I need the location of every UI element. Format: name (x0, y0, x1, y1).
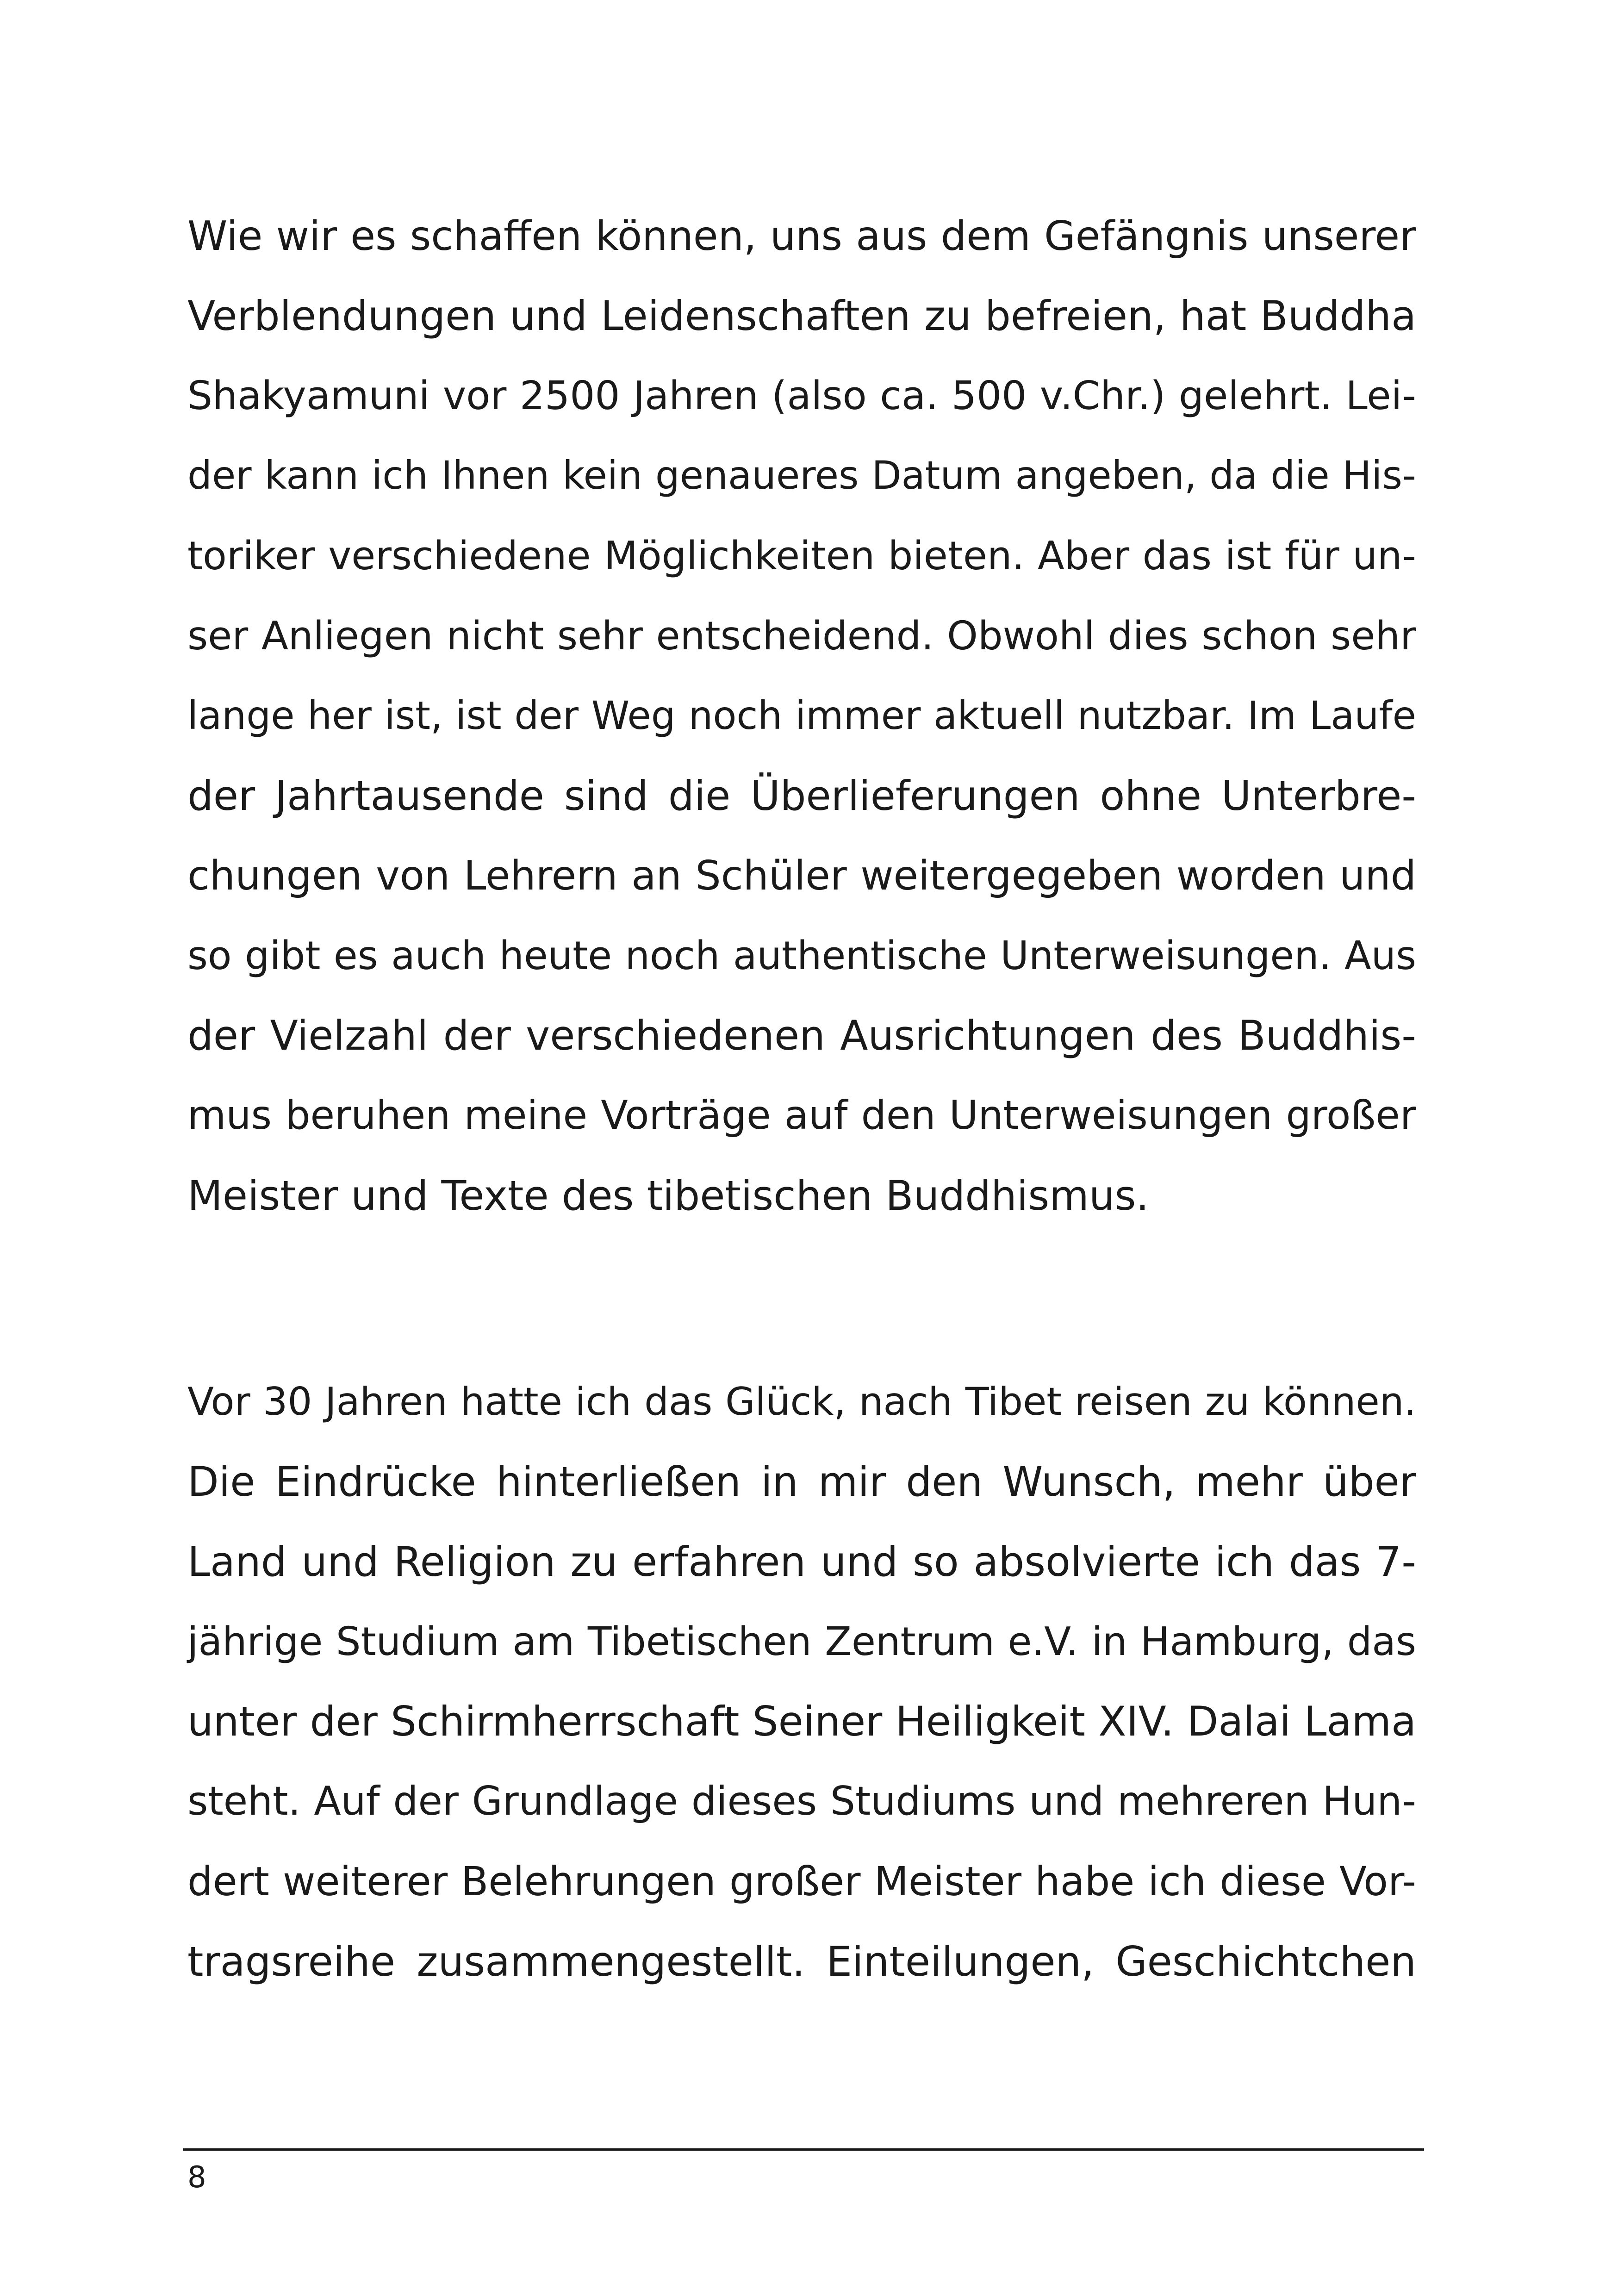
paragraph-line: toriker verschiedene Möglichkeiten bieten. Aber das ist für un- (187, 533, 1416, 579)
paragraph-line: tragsreihe zusammengestellt. Einteilungen, Geschichtchen (187, 1937, 1416, 1985)
paragraph-line: Verblendungen und Leidenschaften zu befreien, hat Buddha (187, 292, 1416, 340)
paragraph-line: Land und Religion zu erfahren und so absolvierte ich das 7- (187, 1537, 1416, 1586)
paragraph-line: Wie wir es schaffen können, uns aus dem Gefängnis unserer (187, 212, 1416, 260)
paragraph-line: dert weiterer Belehrungen großer Meister habe ich diese Vor- (187, 1858, 1416, 1905)
paragraph-1 (187, 196, 1416, 1236)
paragraph-2 (187, 1362, 1416, 2002)
page-number: 8 (187, 2160, 206, 2195)
paragraph-line: Vor 30 Jahren hatte ich das Glück, nach Tibet reisen zu können. (187, 1379, 1416, 1424)
paragraph-line: chungen von Lehrern an Schüler weitergegeben worden und (187, 852, 1416, 900)
paragraph-line: jährige Studium am Tibetischen Zentrum e.V. in Hamburg, das (187, 1619, 1416, 1665)
paragraph-line: der kann ich Ihnen kein genaueres Datum angeben, da die His- (187, 453, 1416, 498)
paragraph-line: ser Anliegen nicht sehr entscheidend. Obwohl dies schon sehr (187, 612, 1416, 659)
paragraph-line: Shakyamuni vor 2500 Jahren (also ca. 500 v.Chr.) gelehrt. Lei- (187, 373, 1416, 419)
paragraph-line: der Jahrtausende sind die Überlieferungen ohne Unterbre- (187, 772, 1416, 820)
paragraph-line: Die Eindrücke hinterließen in mir den Wunsch, mehr über (187, 1457, 1416, 1506)
paragraph-line: der Vielzahl der verschiedenen Ausrichtungen des Buddhis- (187, 1011, 1416, 1059)
paragraph-line: unter der Schirmherrschaft Seiner Heiligkeit XIV. Dalai Lama (187, 1698, 1416, 1746)
paragraph-line: mus beruhen meine Vorträge auf den Unterweisungen großer (187, 1092, 1416, 1139)
paragraph-line: Meister und Texte des tibetischen Buddhismus. (187, 1171, 1149, 1220)
footer-rule (183, 2148, 1424, 2151)
paragraph-line: lange her ist, ist der Weg noch immer aktuell nutzbar. Im Laufe (187, 693, 1416, 738)
paragraph-line: so gibt es auch heute noch authentische Unterweisungen. Aus (187, 933, 1416, 979)
paragraph-line: steht. Auf der Grundlage dieses Studiums und mehreren Hun- (187, 1778, 1416, 1824)
